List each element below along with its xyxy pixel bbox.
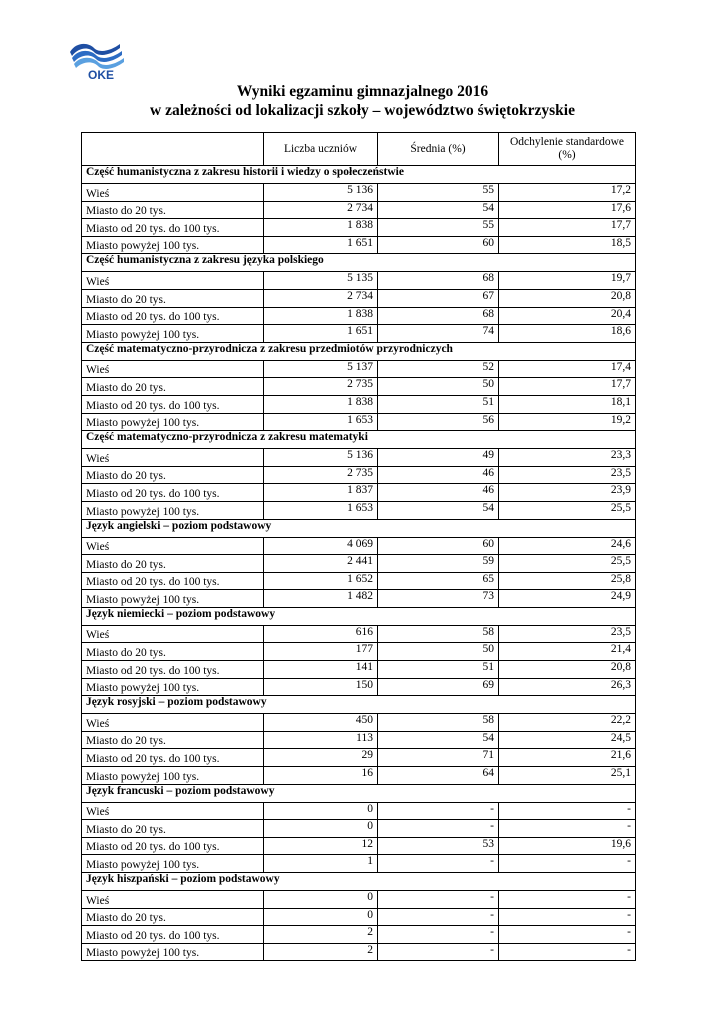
oke-logo [68, 40, 128, 82]
location-cell: Miasto do 20 tys. [82, 908, 264, 926]
title-line-2: w zależności od lokalizacji szkoły – województwo świętokrzyskie [150, 102, 575, 119]
location-cell: Wieś [82, 625, 264, 643]
table-row [82, 537, 636, 555]
table-row [82, 201, 636, 219]
header-students: Liczba uczniów [264, 133, 378, 166]
oke-logo-text: OKE [88, 68, 115, 82]
stddev-cell: 18,1 [499, 395, 636, 413]
section-title: Język niemiecki – poziom podstawowy [82, 607, 636, 625]
stddev-cell: 21,6 [499, 749, 636, 767]
results-table [81, 132, 636, 961]
students-cell: 616 [264, 625, 378, 643]
stddev-cell: 25,5 [499, 501, 636, 519]
section-header-row [82, 784, 636, 802]
stddev-cell: 18,6 [499, 325, 636, 343]
students-cell: 4 069 [264, 537, 378, 555]
stddev-cell: 24,5 [499, 731, 636, 749]
section-title: Część matematyczno-przyrodnicza z zakresu matematyki [82, 431, 636, 449]
table-body [82, 166, 636, 961]
stddev-cell: 18,5 [499, 236, 636, 254]
section-title: Część matematyczno-przyrodnicza z zakresu przedmiotów przyrodniczych [82, 342, 636, 360]
mean-cell: 55 [378, 219, 499, 237]
students-cell: 1 838 [264, 307, 378, 325]
section-header-row [82, 873, 636, 891]
location-cell: Miasto od 20 tys. do 100 tys. [82, 219, 264, 237]
location-cell: Miasto od 20 tys. do 100 tys. [82, 307, 264, 325]
students-cell: 1 651 [264, 236, 378, 254]
students-cell: 5 137 [264, 360, 378, 378]
location-cell: Miasto do 20 tys. [82, 289, 264, 307]
table-row [82, 449, 636, 467]
table-row [82, 678, 636, 696]
mean-cell: 71 [378, 749, 499, 767]
students-cell: 2 734 [264, 289, 378, 307]
location-cell: Miasto do 20 tys. [82, 466, 264, 484]
location-cell: Miasto powyżej 100 tys. [82, 855, 264, 873]
students-cell: 12 [264, 837, 378, 855]
location-cell: Wieś [82, 802, 264, 820]
students-cell: 2 735 [264, 466, 378, 484]
mean-cell: 53 [378, 837, 499, 855]
table-row [82, 501, 636, 519]
stddev-cell: 17,7 [499, 219, 636, 237]
students-cell: 29 [264, 749, 378, 767]
mean-cell: 74 [378, 325, 499, 343]
mean-cell: 59 [378, 555, 499, 573]
mean-cell: 50 [378, 378, 499, 396]
students-cell: 5 136 [264, 184, 378, 202]
stddev-cell: 19,2 [499, 413, 636, 431]
location-cell: Miasto od 20 tys. do 100 tys. [82, 572, 264, 590]
mean-cell: 68 [378, 272, 499, 290]
mean-cell: 46 [378, 484, 499, 502]
location-cell: Miasto od 20 tys. do 100 tys. [82, 661, 264, 679]
students-cell: 1 651 [264, 325, 378, 343]
students-cell: 1 838 [264, 219, 378, 237]
location-cell: Miasto od 20 tys. do 100 tys. [82, 926, 264, 944]
stddev-cell: 26,3 [499, 678, 636, 696]
section-title: Język rosyjski – poziom podstawowy [82, 696, 636, 714]
students-cell: 150 [264, 678, 378, 696]
mean-cell: 51 [378, 395, 499, 413]
table-row [82, 625, 636, 643]
mean-cell: 73 [378, 590, 499, 608]
mean-cell: - [378, 891, 499, 909]
oke-logo-icon [68, 40, 128, 82]
section-title: Język hiszpański – poziom podstawowy [82, 873, 636, 891]
section-title: Język angielski – poziom podstawowy [82, 519, 636, 537]
mean-cell: - [378, 855, 499, 873]
table-row [82, 325, 636, 343]
location-cell: Miasto powyżej 100 tys. [82, 325, 264, 343]
mean-cell: 50 [378, 643, 499, 661]
location-cell: Miasto powyżej 100 tys. [82, 236, 264, 254]
location-cell: Miasto powyżej 100 tys. [82, 943, 264, 961]
stddev-cell: 23,3 [499, 449, 636, 467]
students-cell: 5 136 [264, 449, 378, 467]
students-cell: 5 135 [264, 272, 378, 290]
location-cell: Miasto od 20 tys. do 100 tys. [82, 837, 264, 855]
table-row [82, 802, 636, 820]
location-cell: Miasto do 20 tys. [82, 201, 264, 219]
location-cell: Miasto powyżej 100 tys. [82, 767, 264, 785]
students-cell: 177 [264, 643, 378, 661]
location-cell: Miasto do 20 tys. [82, 643, 264, 661]
section-header-row [82, 607, 636, 625]
header-mean: Średnia (%) [378, 133, 499, 166]
students-cell: 2 [264, 926, 378, 944]
stddev-cell: 17,4 [499, 360, 636, 378]
stddev-cell: 17,7 [499, 378, 636, 396]
table-row [82, 378, 636, 396]
table-row [82, 289, 636, 307]
students-cell: 141 [264, 661, 378, 679]
location-cell: Wieś [82, 714, 264, 732]
stddev-cell: 19,7 [499, 272, 636, 290]
section-header-row [82, 519, 636, 537]
mean-cell: 56 [378, 413, 499, 431]
stddev-cell: - [499, 891, 636, 909]
students-cell: 1 482 [264, 590, 378, 608]
table-row [82, 643, 636, 661]
mean-cell: 58 [378, 625, 499, 643]
mean-cell: - [378, 802, 499, 820]
header-stddev: Odchylenie standardowe (%) [499, 133, 636, 166]
table-row [82, 555, 636, 573]
location-cell: Miasto od 20 tys. do 100 tys. [82, 484, 264, 502]
section-header-row [82, 342, 636, 360]
table-row [82, 767, 636, 785]
stddev-cell: - [499, 855, 636, 873]
stddev-cell: 20,8 [499, 661, 636, 679]
stddev-cell: 20,4 [499, 307, 636, 325]
students-cell: 1 838 [264, 395, 378, 413]
students-cell: 2 441 [264, 555, 378, 573]
mean-cell: - [378, 943, 499, 961]
students-cell: 1 653 [264, 501, 378, 519]
table-row [82, 236, 636, 254]
page-title [0, 82, 725, 120]
location-cell: Miasto powyżej 100 tys. [82, 501, 264, 519]
table-row [82, 395, 636, 413]
mean-cell: 55 [378, 184, 499, 202]
students-cell: 450 [264, 714, 378, 732]
location-cell: Miasto do 20 tys. [82, 820, 264, 838]
location-cell: Wieś [82, 449, 264, 467]
title-line-1: Wyniki egzaminu gimnazjalnego 2016 [236, 83, 489, 100]
table-row [82, 820, 636, 838]
header-blank [82, 133, 264, 166]
header-row [82, 133, 636, 166]
mean-cell: 49 [378, 449, 499, 467]
mean-cell: - [378, 926, 499, 944]
stddev-cell: 17,6 [499, 201, 636, 219]
table-row [82, 413, 636, 431]
table-row [82, 855, 636, 873]
students-cell: 0 [264, 908, 378, 926]
stddev-cell: 20,8 [499, 289, 636, 307]
students-cell: 2 734 [264, 201, 378, 219]
mean-cell: - [378, 820, 499, 838]
section-title: Język francuski – poziom podstawowy [82, 784, 636, 802]
table-row [82, 484, 636, 502]
section-header-row [82, 166, 636, 184]
table-row [82, 307, 636, 325]
stddev-cell: 17,2 [499, 184, 636, 202]
stddev-cell: 22,2 [499, 714, 636, 732]
stddev-cell: - [499, 943, 636, 961]
stddev-cell: 24,6 [499, 537, 636, 555]
stddev-cell: 25,1 [499, 767, 636, 785]
table-row [82, 731, 636, 749]
mean-cell: - [378, 908, 499, 926]
students-cell: 0 [264, 802, 378, 820]
mean-cell: 54 [378, 201, 499, 219]
mean-cell: 67 [378, 289, 499, 307]
stddev-cell: - [499, 802, 636, 820]
table-row [82, 943, 636, 961]
stddev-cell: 24,9 [499, 590, 636, 608]
mean-cell: 58 [378, 714, 499, 732]
mean-cell: 52 [378, 360, 499, 378]
table-row [82, 714, 636, 732]
mean-cell: 69 [378, 678, 499, 696]
stddev-cell: 25,5 [499, 555, 636, 573]
location-cell: Miasto do 20 tys. [82, 378, 264, 396]
location-cell: Miasto do 20 tys. [82, 555, 264, 573]
stddev-cell: - [499, 926, 636, 944]
location-cell: Miasto do 20 tys. [82, 731, 264, 749]
table-row [82, 661, 636, 679]
location-cell: Miasto powyżej 100 tys. [82, 413, 264, 431]
table-row [82, 272, 636, 290]
table-row [82, 908, 636, 926]
table-row [82, 572, 636, 590]
mean-cell: 65 [378, 572, 499, 590]
location-cell: Miasto powyżej 100 tys. [82, 678, 264, 696]
mean-cell: 46 [378, 466, 499, 484]
students-cell: 1 652 [264, 572, 378, 590]
table-row [82, 891, 636, 909]
location-cell: Miasto od 20 tys. do 100 tys. [82, 395, 264, 413]
mean-cell: 64 [378, 767, 499, 785]
section-header-row [82, 696, 636, 714]
mean-cell: 51 [378, 661, 499, 679]
students-cell: 1 [264, 855, 378, 873]
section-title: Część humanistyczna z zakresu języka polskiego [82, 254, 636, 272]
students-cell: 0 [264, 891, 378, 909]
mean-cell: 68 [378, 307, 499, 325]
stddev-cell: 21,4 [499, 643, 636, 661]
location-cell: Wieś [82, 891, 264, 909]
stddev-cell: 25,8 [499, 572, 636, 590]
stddev-cell: 19,6 [499, 837, 636, 855]
table-row [82, 926, 636, 944]
table-row [82, 466, 636, 484]
table-row [82, 590, 636, 608]
table-row [82, 749, 636, 767]
mean-cell: 54 [378, 731, 499, 749]
table-row [82, 837, 636, 855]
table-row [82, 360, 636, 378]
mean-cell: 60 [378, 537, 499, 555]
students-cell: 16 [264, 767, 378, 785]
location-cell: Miasto powyżej 100 tys. [82, 590, 264, 608]
students-cell: 0 [264, 820, 378, 838]
mean-cell: 60 [378, 236, 499, 254]
section-header-row [82, 254, 636, 272]
location-cell: Wieś [82, 360, 264, 378]
students-cell: 113 [264, 731, 378, 749]
students-cell: 1 653 [264, 413, 378, 431]
section-header-row [82, 431, 636, 449]
section-title: Część humanistyczna z zakresu historii i wiedzy o społeczeństwie [82, 166, 636, 184]
students-cell: 2 735 [264, 378, 378, 396]
table-row [82, 219, 636, 237]
students-cell: 1 837 [264, 484, 378, 502]
location-cell: Wieś [82, 537, 264, 555]
mean-cell: 54 [378, 501, 499, 519]
location-cell: Wieś [82, 184, 264, 202]
stddev-cell: 23,5 [499, 625, 636, 643]
stddev-cell: 23,5 [499, 466, 636, 484]
location-cell: Miasto od 20 tys. do 100 tys. [82, 749, 264, 767]
stddev-cell: - [499, 820, 636, 838]
table-row [82, 184, 636, 202]
stddev-cell: 23,9 [499, 484, 636, 502]
students-cell: 2 [264, 943, 378, 961]
stddev-cell: - [499, 908, 636, 926]
location-cell: Wieś [82, 272, 264, 290]
